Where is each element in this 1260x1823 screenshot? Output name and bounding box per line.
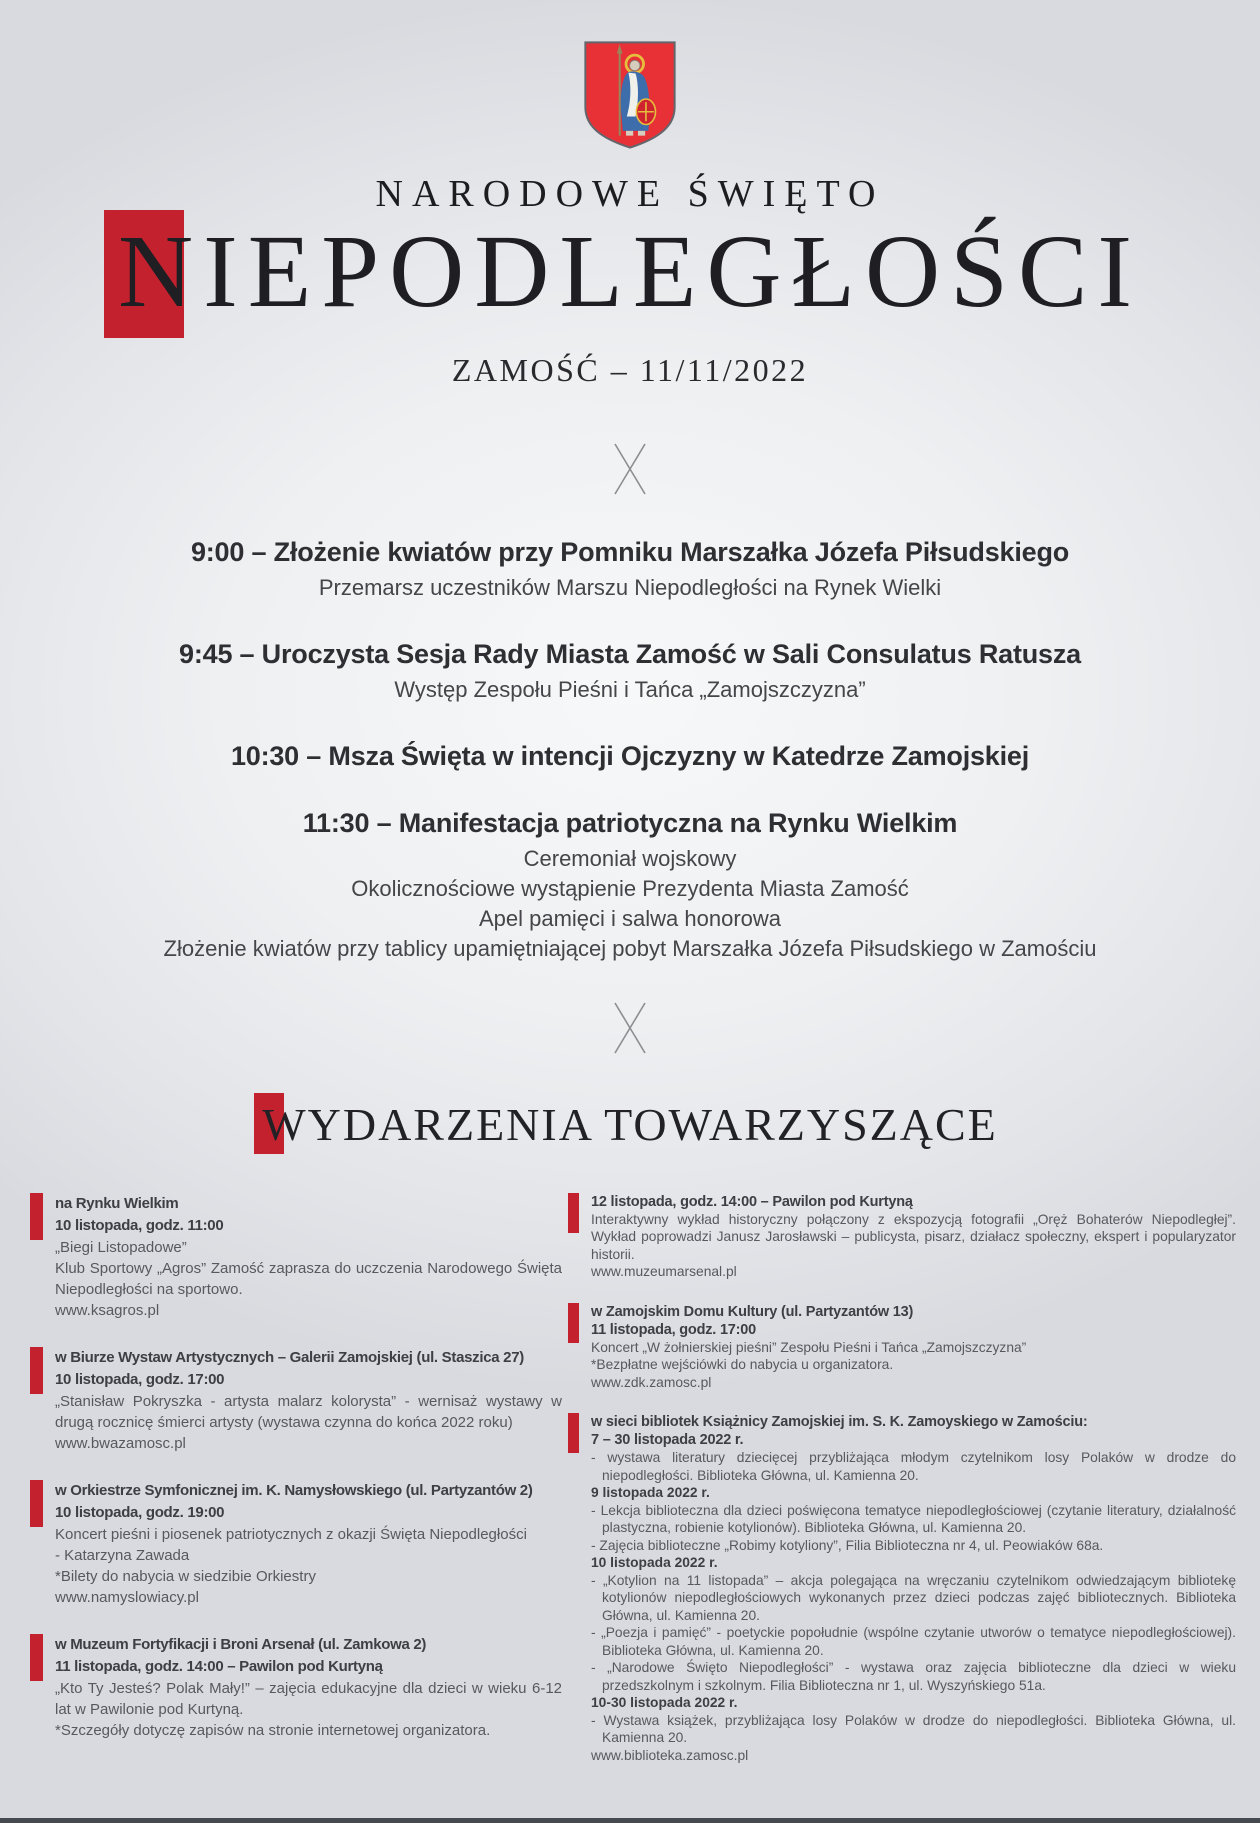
event-item [30, 1634, 562, 1741]
schedule-item-detail: Okolicznościowe wystąpienie Prezydenta Miasta Zamość [351, 875, 909, 901]
schedule-item-detail: Apel pamięci i salwa honorowa [478, 905, 782, 931]
event-url: www.muzeumarsenal.pl [591, 1264, 737, 1280]
event-header: w sieci bibliotek Książnicy Zamojskiej im. S. K. Zamoyskiego w Zamościu: [591, 1414, 1088, 1431]
event-content [55, 1193, 562, 1321]
event-header: w Muzeum Fortyfikacji i Broni Arsenał (ul. Zamkowa 2) [55, 1635, 427, 1653]
poster-overtitle: NARODOWE ŚWIĘTO [375, 173, 885, 215]
event-item [568, 1193, 1236, 1281]
event-content [591, 1303, 1236, 1392]
event-header: w Orkiestrze Symfonicznej im. K. Namysłowskiego (ul. Partyzantów 2) [55, 1481, 533, 1499]
red-accent-bar [30, 1634, 43, 1681]
event-line: Interaktywny wykład historyczny połączony z ekspozycją fotografii „Oręż Bohaterów Niepodległej”. Wykład poprowadzi Janusz Jarosławski – publicysta, pisarz, działacz społeczny, ekspert i popularyzator historii. [591, 1211, 1236, 1262]
event-line: - Lekcja biblioteczna dla dzieci poświęcona tematyce niepodległościowej (czytanie literatury, działalność plastyczna, robienie kotylionów). Biblioteka Główna, ul. Kamienna 20. [591, 1502, 1236, 1536]
event-line: - „Kotylion na 11 listopada” – akcja polegająca na wręczaniu czytelnikom odwiedzającym bibliotekę kotylionów niepodległościowych wykonanych przez dzieci podczas zajęć bibliotecznych. Biblioteka Główna, ul. Kamienna 20. [591, 1572, 1236, 1623]
heading-initial-letter: W [262, 1098, 308, 1150]
schedule-item-title: 10:30 – Msza Święta w intencji Ojczyzny w Katedrze Zamojskiej [230, 740, 1030, 771]
event-line: „Biegi Listopadowe” [55, 1238, 187, 1256]
event-item [568, 1303, 1236, 1392]
event-line: - „Narodowe Święto Niepodległości” - wystawa oraz zajęcia biblioteczne dla dzieci w wieku przedszkolnym i szkolnym. Filia Biblioteczna nr 1, ul. Wyszyńskiego 51a. [591, 1660, 1236, 1693]
poster-main-title [0, 214, 1260, 329]
event-header: w Zamojskim Domu Kultury (ul. Partyzantów 13) [591, 1303, 914, 1320]
red-accent-bar [30, 1480, 43, 1527]
heading-rest: YDARZENIA TOWARZYSZĄCE [307, 1098, 998, 1150]
event-line: Koncert pieśni i piosenek patriotycznych z okazji Święta Niepodległości [55, 1525, 527, 1543]
event-header: 10 listopada, godz. 17:00 [55, 1370, 225, 1388]
event-line: - „Poezja i pamięć” - poetyckie popołudnie (wspólne czytanie utworów o tematyce niepodległościowej). Biblioteka Główna, ul. Kamienna 20. [591, 1625, 1236, 1658]
red-accent-bar [568, 1193, 579, 1233]
red-accent-bar [30, 1193, 43, 1240]
event-line: 9 listopada 2022 r. [591, 1485, 710, 1501]
event-line: *Bezpłatne wejściówki do nabycia u organizatora. [591, 1357, 894, 1373]
event-content [55, 1347, 562, 1454]
events-column-left [30, 1193, 562, 1787]
event-url: www.zdk.zamosc.pl [591, 1374, 712, 1390]
x-divider-icon [610, 1000, 650, 1056]
event-header: 10 listopada, godz. 19:00 [55, 1503, 225, 1521]
event-line: 10 listopada 2022 r. [591, 1555, 718, 1571]
main-title-rest: IEPODLEGŁOŚCI [203, 214, 1142, 329]
event-line: - Zajęcia biblioteczne „Robimy kotyliony”, Filia Biblioteczna nr 4, ul. Peowiaków 68a. [591, 1537, 1104, 1553]
event-item [568, 1413, 1236, 1764]
schedule-item [0, 537, 1260, 603]
poster-subtitle: ZAMOŚĆ – 11/11/2022 [451, 352, 809, 389]
main-title-initial-letter: N [118, 214, 204, 329]
event-url: www.namyslowiacy.pl [55, 1588, 199, 1606]
schedule-item [0, 741, 1260, 772]
event-content [591, 1193, 1236, 1281]
schedule-item [0, 808, 1260, 964]
event-url: www.ksagros.pl [55, 1301, 160, 1319]
event-content [591, 1413, 1236, 1764]
event-content [55, 1634, 562, 1741]
event-item [30, 1480, 562, 1608]
event-header: w Biurze Wystaw Artystycznych – Galerii Zamojskiej (ul. Staszica 27) [55, 1348, 524, 1366]
event-line: Klub Sportowy „Agros” Zamość zaprasza do uczczenia Narodowego Święta Niepodległości na sportowo. [55, 1259, 562, 1298]
event-header: na Rynku Wielkim [55, 1194, 179, 1212]
accompanying-events-heading [0, 1098, 1260, 1151]
event-line: - wystawa literatury dziecięcej przybliżająca młodym czytelnikom losy Polaków w drodze do niepodległości. Biblioteka Główna, ul. Kamienna 20. [591, 1450, 1236, 1483]
schedule-item-title: 9:00 – Złożenie kwiatów przy Pomniku Marszałka Józefa Piłsudskiego [190, 537, 1070, 568]
event-header: 11 listopada, godz. 14:00 – Pawilon pod Kurtyną [55, 1657, 383, 1675]
schedule-item-title: 9:45 – Uroczysta Sesja Rady Miasta Zamość w Sali Consulatus Ratusza [179, 639, 1081, 670]
x-divider-icon [610, 441, 650, 497]
event-header: 10 listopada, godz. 11:00 [55, 1216, 224, 1234]
events-section [0, 1193, 1260, 1787]
event-header: 11 listopada, godz. 17:00 [591, 1321, 757, 1338]
event-url: www.biblioteka.zamosc.pl [591, 1747, 749, 1763]
independence-day-poster [0, 40, 1260, 1823]
event-content [55, 1480, 562, 1608]
event-line: 10-30 listopada 2022 r. [591, 1695, 738, 1711]
schedule [0, 537, 1260, 963]
event-line: - Wystawa książek, przybliżająca losy Polaków w drodze do niepodległości. Biblioteka Główna, ul. Kamienna 20. [591, 1712, 1236, 1746]
event-item [30, 1193, 562, 1321]
schedule-item-detail: Przemarsz uczestników Marszu Niepodległości na Rynek Wielki [318, 575, 942, 601]
event-line: - Katarzyna Zawada [55, 1546, 190, 1564]
schedule-item-detail: Występ Zespołu Pieśni i Tańca „Zamojszczyzna” [394, 677, 866, 703]
zamosc-coat-of-arms-icon [582, 40, 678, 150]
schedule-item [0, 639, 1260, 705]
red-accent-bar [30, 1347, 43, 1394]
schedule-item-detail: Ceremoniał wojskowy [523, 845, 737, 871]
event-line: „Stanisław Pokryszka - artysta malarz kolorysta” - wernisaż wystawy w drugą rocznicę śmierci artysty (wystawa czynna do końca 2022 roku) [55, 1392, 562, 1431]
red-accent-bar [568, 1413, 579, 1453]
schedule-item-detail: Złożenie kwiatów przy tablicy upamiętniającej pobyt Marszałka Józefa Piłsudskiego w Zamościu [163, 935, 1097, 961]
event-header: 12 listopada, godz. 14:00 – Pawilon pod Kurtyną [591, 1193, 913, 1210]
event-line: *Bilety do nabycia w siedzibie Orkiestry [55, 1567, 316, 1585]
event-item [30, 1347, 562, 1454]
bottom-edge-strip [0, 1818, 1260, 1823]
event-url: www.bwazamosc.pl [55, 1434, 186, 1452]
events-column-right [568, 1193, 1236, 1787]
event-line: „Kto Ty Jesteś? Polak Mały!” – zajęcia edukacyjne dla dzieci w wieku 6-12 lat w Pawilonie pod Kurtyną. [55, 1679, 562, 1718]
event-header: 7 – 30 listopada 2022 r. [591, 1432, 744, 1449]
event-line: *Szczegóły dotyczę zapisów na stronie internetowej organizatora. [55, 1721, 491, 1739]
schedule-item-title: 11:30 – Manifestacja patriotyczna na Rynku Wielkim [302, 807, 958, 838]
event-line: Koncert „W żołnierskiej pieśni” Zespołu Pieśni i Tańca „Zamojszczyzna” [591, 1339, 1027, 1355]
red-accent-bar [568, 1303, 579, 1343]
